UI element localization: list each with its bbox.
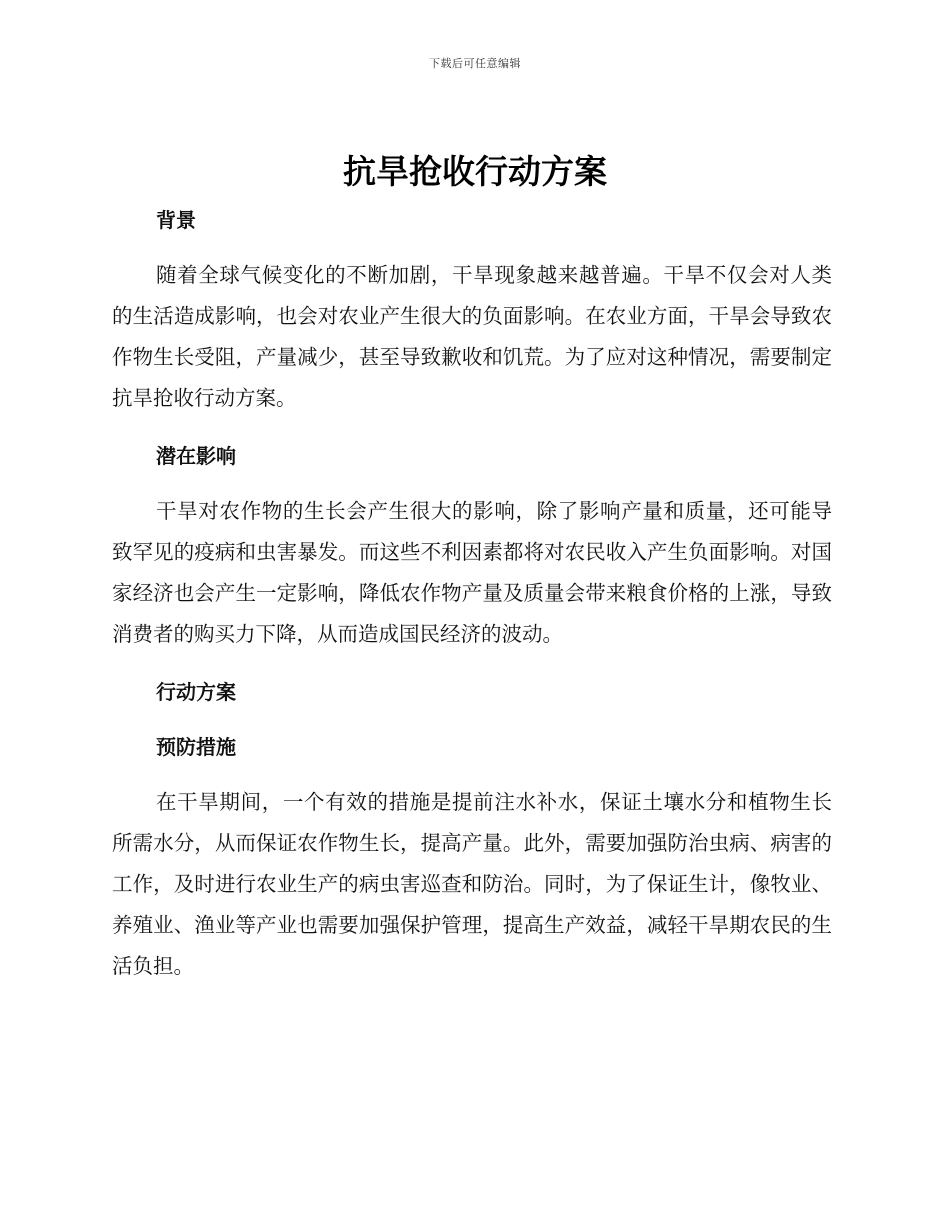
section-heading-action-plan: 行动方案	[156, 680, 236, 704]
paragraph-background: 随着全球气候变化的不断加剧，干旱现象越来越普遍。干旱不仅会对人类的生活造成影响，也会对农业产生很大的负面影响。在农业方面，干旱会导致农作物生长受阻，产量减少，甚至导致歉收和饥荒。为了应对这种情况，需要制定抗旱抢收行动方案。	[112, 263, 832, 410]
header-note: 下载后可任意编辑	[429, 57, 521, 70]
section-heading-prevention: 预防措施	[156, 735, 236, 759]
document-title: 抗旱抢收行动方案	[343, 152, 607, 191]
section-heading-background: 背景	[156, 208, 196, 232]
paragraph-impact: 干旱对农作物的生长会产生很大的影响，除了影响产量和质量，还可能导致罕见的疫病和虫害暴发。而这些不利因素都将对农民收入产生负面影响。对国家经济也会产生一定影响，降低农作物产量及质量会带来粮食价格的上涨，导致消费者的购买力下降，从而造成国民经济的波动。	[112, 499, 832, 646]
section-heading-impact: 潜在影响	[156, 444, 236, 468]
paragraph-prevention: 在干旱期间，一个有效的措施是提前注水补水，保证土壤水分和植物生长所需水分，从而保证农作物生长，提高产量。此外，需要加强防治虫病、病害的工作，及时进行农业生产的病虫害巡查和防治。同时，为了保证生计，像牧业、养殖业、渔业等产业也需要加强保护管理，提高生产效益，减轻干旱期农民的生活负担。	[112, 790, 832, 978]
